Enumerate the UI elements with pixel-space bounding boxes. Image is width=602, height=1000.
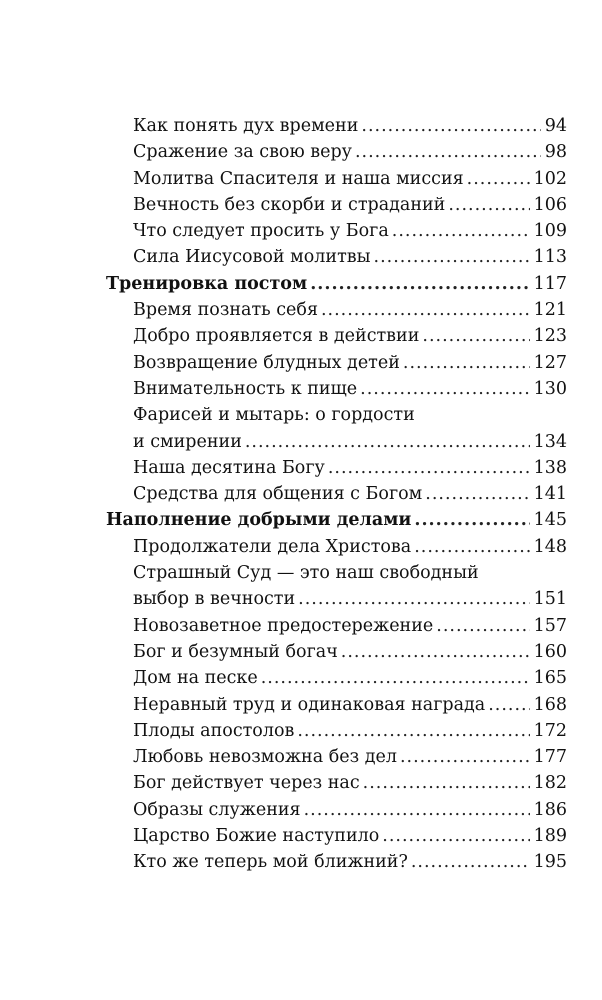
dot-leader (414, 507, 529, 533)
toc-entry-title: Добро проявляется в действии (133, 326, 420, 347)
toc-entry (0, 744, 602, 770)
dot-leader (298, 586, 529, 612)
toc-entry (0, 797, 602, 823)
toc-entry (0, 113, 602, 139)
toc-entry-title: Как понять дух времени (133, 116, 359, 136)
toc-entry (0, 770, 602, 796)
dot-leader (361, 113, 540, 139)
dot-leader (448, 192, 529, 218)
dot-leader (488, 692, 529, 718)
dot-leader (425, 481, 529, 507)
toc-entry (0, 586, 602, 612)
toc-entry-page: 151 (533, 589, 567, 610)
toc-entry (0, 429, 602, 455)
toc-entry-title: Бог действует через нас (133, 773, 360, 794)
toc-entry-title-continued: и смирении (133, 431, 242, 452)
toc-entry-page: 189 (533, 826, 567, 847)
toc-entry-page: 134 (533, 431, 567, 452)
toc-entry (0, 665, 602, 691)
toc-entry-page: 123 (533, 326, 567, 347)
toc-entry-title: Внимательность к пище (133, 378, 358, 399)
toc-entry-page: 195 (533, 852, 567, 873)
toc-entry-page: 109 (533, 221, 567, 242)
toc-entry-title: Кто же теперь мой ближний? (133, 852, 408, 873)
dot-leader (321, 297, 530, 323)
toc-section-page: 117 (533, 273, 567, 294)
dot-leader (310, 271, 529, 297)
toc-entry (0, 613, 602, 639)
dot-leader (374, 244, 530, 270)
toc-entry-page: 172 (533, 720, 567, 741)
toc-entry-title: Новозаветное предостережение (133, 615, 434, 636)
toc-entry-page: 182 (533, 773, 567, 794)
dot-leader (355, 139, 541, 165)
toc-entry-title: Продолжатели дела Христова (133, 536, 412, 557)
toc-entry-page: 138 (533, 457, 567, 478)
dot-leader (363, 770, 530, 796)
toc-entry-page: 157 (533, 615, 567, 636)
toc-entry-page: 165 (533, 668, 567, 689)
table-of-contents (0, 113, 602, 876)
toc-entry (0, 323, 602, 349)
dot-leader (422, 323, 529, 349)
toc-entry-title: Дом на песке (133, 668, 258, 689)
toc-entry (0, 718, 602, 744)
toc-section-title: Тренировка постом (106, 273, 308, 294)
toc-entry-page: 121 (533, 300, 567, 321)
toc-entry (0, 166, 602, 192)
dot-leader (467, 166, 530, 192)
toc-entry-page: 168 (533, 694, 567, 715)
toc-entry-title: Наша десятина Богу (133, 457, 325, 478)
toc-entry-title: Любовь невозможна без дел (133, 747, 397, 768)
toc-entry-title: Фарисей и мытарь: о гордости (133, 405, 415, 426)
toc-entry (0, 218, 602, 244)
toc-entry (0, 139, 602, 165)
toc-entry-title: Сражение за свою веру (133, 142, 352, 163)
toc-entry (0, 534, 602, 560)
toc-entry-page: 98 (544, 142, 567, 163)
toc-entry (0, 376, 602, 402)
toc-entry (0, 481, 602, 507)
toc-section (0, 271, 602, 297)
toc-entry (0, 455, 602, 481)
toc-entry-title: Возвращение блудных детей (133, 352, 400, 373)
toc-entry-title: Средства для общения с Богом (133, 484, 423, 505)
toc-entry-page: 177 (533, 747, 567, 768)
dot-leader (360, 376, 529, 402)
toc-entry-title: Плоды апостолов (133, 720, 295, 741)
toc-entry-title: Образы служения (133, 799, 301, 820)
toc-entry-page: 160 (533, 641, 567, 662)
toc-entry-title: Царство Божие наступило (133, 826, 380, 847)
toc-entry-page: 113 (533, 247, 567, 268)
toc-entry (0, 192, 602, 218)
dot-leader (411, 849, 530, 875)
toc-entry (0, 849, 602, 875)
dot-leader (297, 718, 529, 744)
toc-entry (0, 639, 602, 665)
toc-entry-title-continued: выбор в вечности (133, 589, 296, 610)
toc-entry (0, 823, 602, 849)
toc-entry-title: Что следует просить у Бога (133, 221, 389, 242)
toc-entry (0, 350, 602, 376)
toc-entry-title: Страшный Суд — это наш свободный (133, 563, 479, 584)
toc-entry-title: Бог и безумный богач (133, 641, 338, 662)
dot-leader (436, 613, 529, 639)
toc-entry (0, 297, 602, 323)
dot-leader (328, 455, 530, 481)
dot-leader (392, 218, 530, 244)
dot-leader (341, 639, 530, 665)
toc-entry-page: 141 (533, 484, 567, 505)
toc-entry-first-line (0, 402, 602, 428)
toc-section-title: Наполнение добрыми делами (106, 510, 412, 531)
dot-leader (261, 665, 530, 691)
dot-leader (245, 429, 530, 455)
toc-entry-page: 186 (533, 799, 567, 820)
toc-section-page: 145 (533, 510, 567, 531)
dot-leader (400, 744, 530, 770)
toc-entry-title: Сила Иисусовой молитвы (133, 247, 371, 268)
dot-leader (403, 350, 530, 376)
toc-entry-page: 94 (544, 116, 567, 136)
toc-section (0, 507, 602, 533)
toc-entry (0, 692, 602, 718)
toc-entry-title: Неравный труд и одинаковая награда (133, 694, 486, 715)
toc-entry-page: 106 (533, 194, 567, 215)
toc-entry-first-line (0, 560, 602, 586)
dot-leader (414, 534, 529, 560)
toc-entry-title: Время познать себя (133, 300, 318, 321)
toc-entry (0, 244, 602, 270)
toc-entry-title: Вечность без скорби и страданий (133, 194, 446, 215)
toc-entry-page: 130 (533, 378, 567, 399)
toc-entry-page: 148 (533, 536, 567, 557)
dot-leader (382, 823, 529, 849)
toc-entry-page: 127 (533, 352, 567, 373)
toc-entry-title: Молитва Спасителя и наша миссия (133, 168, 464, 189)
dot-leader (304, 797, 530, 823)
toc-entry-page: 102 (533, 168, 567, 189)
